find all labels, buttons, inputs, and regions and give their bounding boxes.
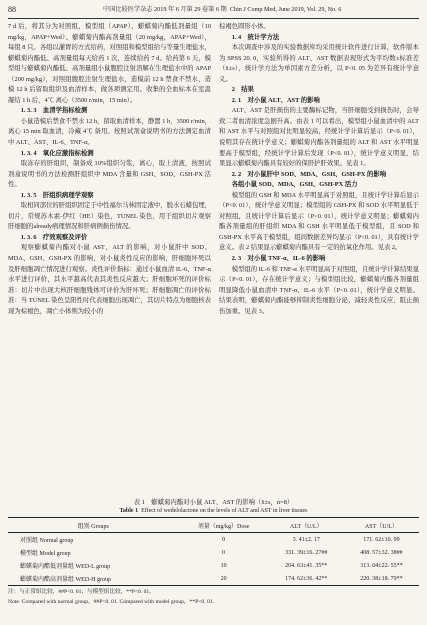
section-heading: 2. 1 对小鼠 ALT、AST 的影响 — [231, 96, 320, 104]
table-row — [8, 546, 419, 559]
paragraph: 模型组的 IL-6 和 TNF-α 水平明显高于对照组，且统计学计算结果显示（P<0. 01），存在统计学意义；与模型组比较，蟛蜞菊内酯各剂量组明显降低小鼠血清中 TNF-α、IL-6 水平（P<0. 01），统计学意义明显。结果表明，蟛蜞菊内酯能够抑制炎性细胞分泌，减轻炎性反应，阻止损伤加重。见表 3。 — [219, 265, 419, 315]
table-caption-en-text: Effect of wedelolactone on the levels of ALT and AST in liver tissues — [141, 508, 308, 514]
section-heading: 2. 3 对小鼠 TNF-α、IL-6 的影响 — [231, 255, 326, 263]
header-cell: ALT（U/L） — [269, 518, 344, 533]
section-heading: 2. 2 对小鼠肝中 SOD、MDA、GSH、GSH-PX 的影响 — [231, 170, 387, 178]
section-heading: 1. 3. 5 肝组织病理学观察 — [20, 191, 94, 199]
paragraph: 取相同部位的肝组织固定于中性福尔马林固定液中，脱水石蜡包埋，切片，常规苏木素-伊红（HE）染色，TUNEL 染色，用于组织切片观察肝细胞的already病理情况和肝病例损伤情况。 — [8, 202, 212, 231]
alt-cell: 174. 62±36. 42** — [269, 572, 344, 586]
table-row — [8, 533, 419, 547]
alt-cell: 204. 63±41. 35** — [285, 562, 328, 569]
ast-cell: 220. 38±18. 79** — [344, 572, 419, 586]
right-column — [219, 22, 419, 317]
alt-cell: 3. 41±2. 17 — [292, 536, 320, 543]
group-cell: 对照组 Normal group — [20, 538, 74, 544]
section-heading: 各组小鼠 SOD、MDA、GSH、GSH-PX 活力 — [231, 181, 358, 189]
dose-cell: 10 — [220, 562, 227, 569]
table-1 — [8, 499, 419, 606]
group-cell: 蟛蜞菊内酯高剂量组 WED-H group — [8, 572, 178, 586]
paragraph: 7 d 后，将其分为对照组、模型组（APAP）、蟛蜞菊内酯低剂量组（10 mg/kg，APAP+Wed）、蟛蜞菊内酯高剂量组（20 mg/kg，APAP+Wed），每组 8 只。各组以灌胃的方式给药，对照组和模型组给与等量生理盐水，蟛蜞菊内酯低、高剂量组每天给药 1 次，连续给药 7 d。给药第 6 天，模型组与蟛蜞菊内酯低、高剂量组小鼠腹腔注射溶解在生理盐水中的 APAP（200 mg/kg），对照组腹腔注射生理盐水，造模前 12 h 禁食不禁水，造模 12 h 后留取组织及血清样本，做各项测定用。收集的全血标本在室温凝结 1 h 后，4℃ 离心（3500 r/min，15 min）。 — [8, 23, 212, 104]
paragraph: 取冻存的肝组织，制备成 10%组织匀浆，离心，取上清液，按照试剂盒说明书的方法检测肝组织中 MDA 含量和 GSH、SOD、GSH-PX 活性。 — [8, 160, 211, 189]
table-header-row — [8, 518, 419, 533]
group-cell: 模型组 Model group — [20, 551, 71, 557]
left-column — [8, 22, 211, 317]
group-cell: 蟛蜞菊内酯低剂量组 WED-L group — [20, 564, 111, 570]
dose-cell: 0 — [222, 549, 226, 556]
section-heading: 1. 3. 3 血清学指标检测 — [20, 107, 88, 115]
table-note-en: Note. Compared with normal group，##P<0. 01. Compared with model group，**P<0. 01. — [8, 599, 214, 605]
table-note-cn: 注：与正常组比较，##P<0. 01；与模型组比较，**P<0. 01。 — [8, 589, 155, 595]
section-heading: 1. 3. 6 疗效观察及评价 — [20, 233, 88, 241]
paragraph: ALT、AST 是肝损伤的主要酶标记物，当肝细胞受到损伤时，会导致二者血清浓度急剧升高。由表 1 可以看出，模型组小鼠血清中的 ALT 和 AST 水平与对照组对比明显较高，经统计学计算后显示（P<0. 01），说明其存在统计学意义；蟛蜞菊内酯各剂量组的 ALT 和 AST 水平明显要高于模型组，经统计学计算后发现（P<0. 01），统计学意义明显，结果显示蟛蜞菊内酯具有较好的保肝护肝效果。见表 1。 — [219, 107, 419, 168]
data-table — [8, 517, 419, 586]
dose-cell: 0 — [222, 536, 226, 543]
section-heading: 2 结果 — [231, 86, 254, 94]
table-caption-cn: 表 1 蟛蜞菊内酯对小鼠 ALT、AST 的影响（x̄±s，n=8） — [133, 499, 294, 506]
section-heading: 1. 3. 4 氧化应激指标检测 — [20, 149, 94, 157]
paragraph: 棕褐色圆形小体。 — [219, 23, 270, 30]
journal-title-en: Chin J Comp Med, June 2019, Vol. 29, No. 6 — [229, 6, 342, 13]
paragraph: 观察蟛蜞菊内酯对小鼠 AST、ALT 的影响，对小鼠肝中 SOD、MDA、GSH、GSH-PX 的影响，对小鼠炎性反应的影响，肝细胞坏死以及肝细胞凋亡情况进行观察。炎性评价指标：通过小鼠血清 IL-6、TNF-α 水平进行评价，其水平越高代表其炎性反应越大；肝细胞坏死的评价标准：切片中出现大核肝细胞残体可评价为肝坏死；肝细胞凋亡的评价标准：当 TUNEL 染色呈阳性时代表细胞出现凋亡，其切片特点为细胞核表现为棕褐色，凋亡小体则为较小的 — [8, 244, 211, 315]
paragraph: 小鼠造模后禁食不禁水 12 h，留取血清样本，静置 1 h，3500 r/min，离心 15 min 取血清，冷藏 4℃ 备用。按照试剂盒说明书的方法测定血清中 ALT、AST、IL-6、TNF-α。 — [8, 117, 211, 147]
ast-cell: 171. 62±10. 99 — [363, 536, 400, 543]
header-cell: AST（U/L） — [344, 518, 419, 533]
paragraph: 模型组的 GSH 和 MDA 水平明显高于对照组，且统计学计算后显示（P<0. 01），统计学意义明显；模型组的 GSH-PX 和 SOD 水平明显低于对照组，且统计学计算后显示（P<0. 01），统计学意义明显；蟛蜞菊内酯各剂量组的肝组织 MDA 和 GSH 水平明显低于模型组，且 SOD 和 GSH-PX 水平高于模型组，组间数据差异均显示（P<0. 01），具有统计学意义。表 2 结果显示蟛蜞菊内酯具有一定的抗氧化作用。见表 2。 — [219, 191, 419, 252]
journal-header — [103, 3, 341, 17]
header-cell: 剂量（mg/kg）Dose — [178, 518, 268, 533]
paragraph: 本次调查中涉及的实验数据库均采用统计软件进行计算，软件版本为 SPSS 20. 0，实验所得的 ALT、AST 数据表现形式为平均数±标准差（x̄±s），统计学方法为单因素方差分析，以 P<0. 05 为差异有统计学意义。 — [219, 44, 419, 83]
page-header — [8, 3, 419, 19]
table-caption-en — [8, 507, 419, 515]
table-row — [8, 559, 419, 572]
ast-cell: 313. 04±22. 55** — [360, 562, 403, 569]
table-row — [8, 572, 419, 586]
ast-cell: 408. 57±32. 38## — [360, 549, 403, 556]
table-label: Table 1 — [119, 508, 139, 514]
header-cell: 组别 Groups — [8, 518, 178, 533]
journal-title-cn: 中国比较医学杂志 2019 年 6 月第 29 卷第 6 期 — [103, 6, 227, 13]
dose-cell: 20 — [178, 572, 268, 586]
page-number: 88 — [8, 5, 16, 14]
alt-cell: 331. 39±16. 27## — [285, 549, 328, 556]
section-heading: 1. 4 统计学方法 — [231, 33, 280, 41]
